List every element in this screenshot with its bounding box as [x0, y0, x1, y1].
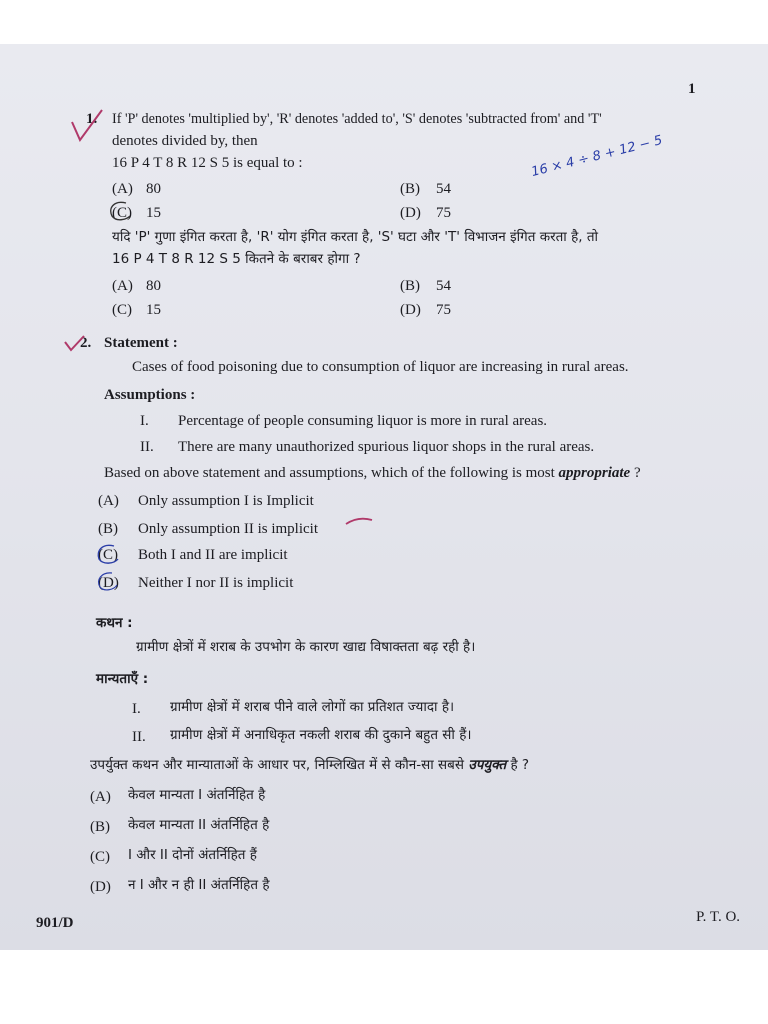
footer-pto: P. T. O.: [696, 909, 741, 925]
q2-option-b-label: (B): [98, 521, 118, 537]
handwritten-calculation: 16 × 4 ÷ 8 + 12 − 5: [529, 132, 665, 181]
q2-hi-option-a-text: केवल मान्यता I अंतर्निहित है: [128, 787, 266, 803]
q1-hindi-line1: यदि 'P' गुणा इंगित करता है, 'R' योग इंगित करता है, 'S' घटा और 'T' विभाजन इंगित करता है, तो: [112, 229, 599, 245]
q2-statement-text: Cases of food poisoning due to consumption of liquor are increasing in rural areas.: [132, 359, 629, 375]
q1-option-d-label: (D): [400, 205, 421, 221]
q1-hi-option-b-text: 54: [436, 278, 451, 294]
q1-hi-option-d-label: (D): [400, 302, 421, 318]
q2-assumptions-heading: Assumptions :: [104, 387, 196, 403]
q2-number: 2.: [80, 335, 92, 351]
q2-option-a-text: Only assumption I is Implicit: [138, 493, 314, 509]
tick-mark-q2-icon: [62, 332, 88, 354]
q2-hi-option-b-label: (B): [90, 819, 110, 835]
q2-option-a-label: (A): [98, 493, 119, 509]
q2-option-c-label: (C): [98, 547, 118, 563]
q2-assumption-hi-2-text: ग्रामीण क्षेत्रों में अनाधिकृत नकली शराब की दुकाने बहुत सी हैं।: [170, 727, 472, 743]
q2-assumptions-heading-hi: मान्यताएँ :: [96, 671, 149, 687]
q2-question: [104, 464, 641, 482]
q1-option-a-label: (A): [112, 181, 133, 197]
q2-statement-text-hi: ग्रामीण क्षेत्रों में शराब के उपभोग के कारण खाद्य विषाक्तता बढ़ रही है।: [136, 639, 476, 655]
q2-question-hi-pre: उपर्युक्त कथन और मान्याताओं के आधार पर, निम्लिखित में से कौन-सा सबसे: [90, 757, 465, 773]
q2-question-hi-post: है ?: [510, 757, 530, 773]
q1-hi-option-b-label: (B): [400, 278, 420, 294]
q1-hi-option-d-text: 75: [436, 302, 451, 318]
tick-mark-icon: [68, 104, 108, 148]
q2-question-pre: Based on above statement and assumptions, which of the following is most: [104, 465, 555, 481]
q2-assumption-1-text: Percentage of people consuming liquor is more in rural areas.: [178, 413, 548, 429]
q2-hi-option-d-label: (D): [90, 879, 111, 895]
q2-option-d-label: (D): [98, 575, 119, 591]
q1-option-c-text: 15: [146, 205, 161, 221]
q1-option-d-text: 75: [436, 205, 451, 221]
q1-option-a-text: 80: [146, 181, 161, 197]
page-number: 1: [688, 81, 696, 97]
q2-question-hi: [90, 756, 529, 774]
q2-assumption-2-label: II.: [140, 439, 154, 455]
q2-statement-heading: Statement :: [104, 335, 178, 351]
q1-hindi-line2: 16 P 4 T 8 R 12 S 5 कितने के बराबर होगा ?: [112, 251, 361, 267]
q1-hi-option-c-text: 15: [146, 302, 161, 318]
q2-question-hi-emph: उपयुक्त: [468, 757, 507, 773]
q2-assumption-1-label: I.: [140, 413, 149, 429]
background-margin: [0, 950, 768, 1024]
q1-option-b-label: (B): [400, 181, 420, 197]
q2-hi-option-a-label: (A): [90, 789, 111, 805]
circled-q2-option-d-icon: [94, 570, 122, 594]
q1-stem-line3: 16 P 4 T 8 R 12 S 5 is equal to :: [112, 155, 303, 171]
q2-option-b-text: Only assumption II is implicit: [138, 521, 318, 537]
footer-code: 901/D: [36, 915, 74, 931]
q2-question-emph: appropriate: [558, 465, 631, 481]
pen-stroke-icon: [344, 514, 374, 530]
q2-assumption-hi-1-text: ग्रामीण क्षेत्रों में शराब पीने वाले लोगों का प्रतिशत ज्यादा है।: [170, 699, 455, 715]
q1-number: 1.: [86, 111, 98, 127]
q1-hi-option-a-label: (A): [112, 278, 133, 294]
q1-hi-option-c-label: (C): [112, 302, 132, 318]
q1-stem-line2: denotes divided by, then: [112, 133, 258, 149]
q1-hi-option-a-text: 80: [146, 278, 161, 294]
q2-question-post: ?: [633, 465, 641, 481]
q2-hi-option-b-text: केवल मान्यता II अंतर्निहित है: [128, 817, 270, 833]
q2-assumption-hi-1-label: I.: [132, 701, 141, 717]
q2-hi-option-c-label: (C): [90, 849, 110, 865]
circled-q2-option-c-icon: [94, 542, 122, 568]
circled-option-c-icon: [106, 198, 134, 224]
q1-option-c-label: (C): [112, 205, 132, 221]
q1-option-b-text: 54: [436, 181, 451, 197]
q2-assumption-hi-2-label: II.: [132, 729, 146, 745]
q2-option-c-text: Both I and II are implicit: [138, 547, 288, 563]
q2-option-d-text: Neither I nor II is implicit: [138, 575, 294, 591]
q1-stem-line1: If 'P' denotes 'multiplied by', 'R' denotes 'added to', 'S' denotes 'subtracted from' and 'T': [112, 111, 602, 127]
q2-hi-option-d-text: न I और न ही II अंतर्निहित है: [128, 877, 270, 893]
exam-page: [0, 44, 768, 950]
q2-statement-heading-hi: कथन :: [96, 615, 133, 631]
q2-assumption-2-text: There are many unauthorized spurious liquor shops in the rural areas.: [178, 439, 595, 455]
q2-hi-option-c-text: I और II दोनों अंतर्निहित हैं: [128, 847, 257, 863]
